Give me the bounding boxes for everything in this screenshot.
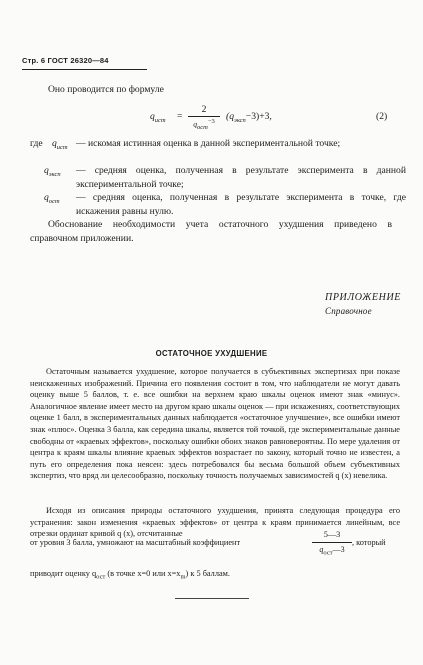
section-title: ОСТАТОЧНОЕ УХУДШЕНИЕ: [155, 349, 268, 358]
formula-eq: =: [177, 111, 183, 122]
coefficient-fraction: [312, 529, 352, 559]
definition-text: — искомая истинная оценка в данной экспериментальной точке;: [76, 138, 341, 149]
paragraph-1: Остаточным называется ухудшение, которое получается в субъективных экспертизах при показе неискаженных изображений. Причина его появления состоит в том, что наблюдатели не могут давать оценку выше 5 баллов, т. е. все ошибки на верхнем краю шкалы оценок имеют знак «минус». Аналогичное явление имеет место на другом краю шкалы оценок — при искажениях, соответствующих оценке 1 балл, в экспериментальных данных наблюдается «остаточное улучшение», все ошибки имеют знак «плюс». Оценка 3 балла, как середина шкалы, является той точкой, где экспериментальные данные свободны от «краевых эффектов», поскольку ошибки обоих знаков равновероятны. По мере удаления от центра к краям шкалы влияние краевых эффектов возрастает по закону, который точно не известен, а путь его определения пока неясен: здесь потребовался бы весьма большой объем субъективных экспертиз, что вряд ли целесообразно, поскольку точность получаемых зависимостей q (x) невелика.: [30, 367, 400, 481]
definition-text: — средняя оценка, полученная в результате эксперимента в точке, где искажения равны нулю.: [76, 192, 406, 217]
coefficient-num: 5—3: [323, 530, 341, 539]
formula-lhs: $q_{ист}$: [150, 111, 166, 124]
footer-rule: [175, 598, 249, 599]
intro-text: Оно проводится по формуле: [48, 84, 164, 95]
formula-number: (2): [376, 111, 388, 122]
formula-rhs: $(q_{эксп}-3)+3$,: [226, 111, 272, 124]
page-header: Стр. 6 ГОСТ 26320—84: [22, 56, 109, 65]
definitions-where: где: [30, 138, 43, 149]
formula-fraction: [188, 104, 220, 131]
paragraph-2b-post: , который: [352, 538, 386, 547]
justification-text: Обоснование необходимости учета остаточного ухудшения приведено в справочном приложении.: [30, 219, 392, 244]
coefficient-den: $q_{ост}—3$: [319, 544, 345, 557]
definition-symbol: $q_{ост}$: [44, 192, 60, 205]
formula-frac-den: $q_{ост}^{-3}$: [193, 118, 215, 132]
appendix-title: ПРИЛОЖЕНИЕ: [325, 292, 401, 303]
definition-symbol: $q_{ист}$: [52, 138, 68, 151]
paragraph-2a: Исходя из описания природы остаточного ухудшения, принята следующая процедура его устранения: закон изменения «краевых эффектов» от центра к краям принимается линейным, все отрезки ординат кривой q (x), отсчитанные: [30, 506, 400, 539]
definition-symbol: $q_{эксп}$: [44, 165, 61, 178]
formula: [150, 104, 410, 134]
appendix-subtitle: Справочное: [325, 306, 372, 316]
formula-frac-bar: [188, 116, 220, 117]
paragraph-2b-pre: от уровня 3 балла, умножают на масштабный коэффициент: [30, 538, 241, 547]
paragraph-2b: [30, 530, 400, 559]
header-rule: [22, 69, 147, 70]
definition-text: — средняя оценка, полученная в результате эксперимента в данной экспериментальной точке;: [76, 165, 406, 190]
formula-frac-num: 2: [201, 104, 207, 115]
paragraph-2c: приводит оценку $q_{ост}$ (в точке x=0 или $x=x_m$) к 5 баллам.: [30, 569, 230, 581]
coefficient-bar: [312, 542, 352, 543]
